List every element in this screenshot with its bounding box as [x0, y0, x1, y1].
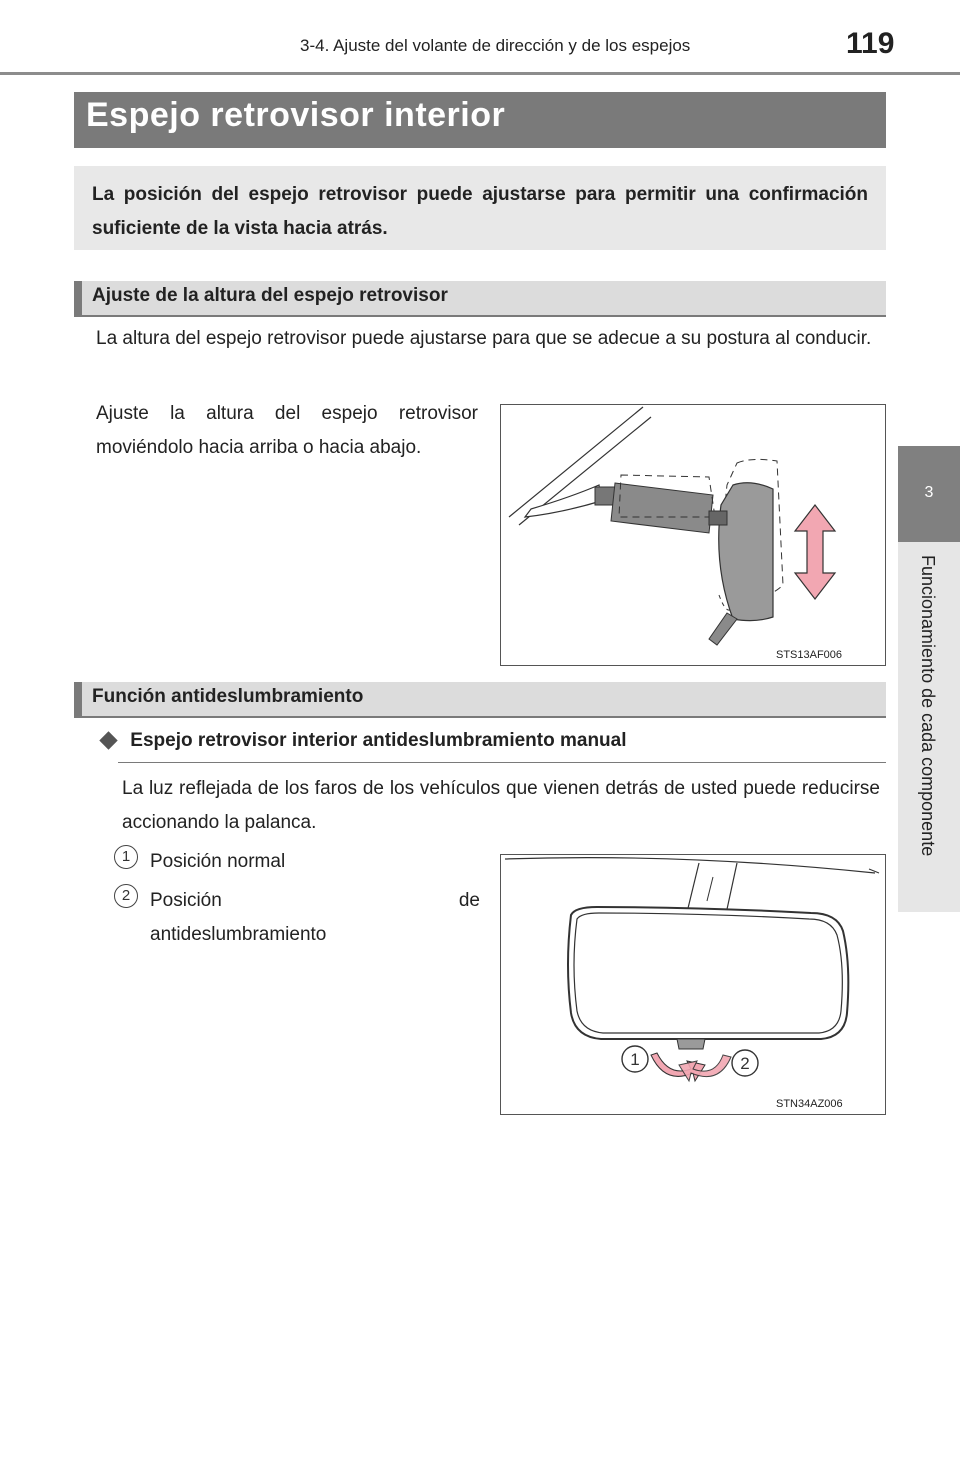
bullet-rule — [118, 762, 886, 763]
figure-mirror-height — [500, 404, 886, 666]
header-rule — [0, 72, 960, 75]
mirror-height-illustration — [501, 405, 885, 665]
diamond-bullet-icon — [99, 731, 117, 749]
item-number-1: 1 — [114, 845, 138, 869]
intro-box: La posición del espejo retrovisor puede ajustarse para permitir una confirmación suficiente de la vista hacia atrás. — [74, 166, 886, 250]
section-heading-marker — [74, 682, 82, 718]
section-heading-marker — [74, 281, 82, 317]
antiglare-paragraph: La luz reflejada de los faros de los vehículos que vienen detrás de usted puede reducirse accionando la palanca. — [122, 778, 880, 833]
callout-1-text: 1 — [630, 1050, 640, 1069]
height-paragraph-2: Ajuste la altura del espejo retrovisor moviéndolo hacia arriba o hacia abajo. — [96, 403, 478, 458]
figure-code-1: STS13AF006 — [776, 649, 843, 661]
mirror-antiglare-illustration — [501, 855, 885, 1114]
figure-code-2: STN34AZ006 — [776, 1098, 843, 1110]
item-number-2: 2 — [114, 884, 138, 908]
chapter-title: Funcionamiento de cada componente — [918, 555, 938, 857]
page-number: 119 — [846, 27, 895, 60]
bullet-heading-text: Espejo retrovisor interior antideslumbramiento manual — [130, 730, 627, 751]
section-heading-height: Ajuste de la altura del espejo retrovisor — [92, 285, 448, 306]
figure-mirror-antiglare — [500, 854, 886, 1115]
callout-2-text: 2 — [740, 1054, 750, 1073]
item-label-2: Posición de antideslumbramiento — [150, 890, 480, 945]
item-label-1: Posición normal — [150, 851, 286, 872]
height-paragraph-1: La altura del espejo retrovisor puede ajustarse para que se adecue a su postura al conducir. — [96, 328, 872, 349]
section-heading-antiglare: Función antideslumbramiento — [92, 686, 364, 707]
page-title: Espejo retrovisor interior — [86, 96, 506, 134]
bullet-heading — [98, 730, 627, 752]
running-header-section: 3-4. Ajuste del volante de dirección y de los espejos — [300, 36, 691, 55]
chapter-number: 3 — [924, 484, 934, 501]
